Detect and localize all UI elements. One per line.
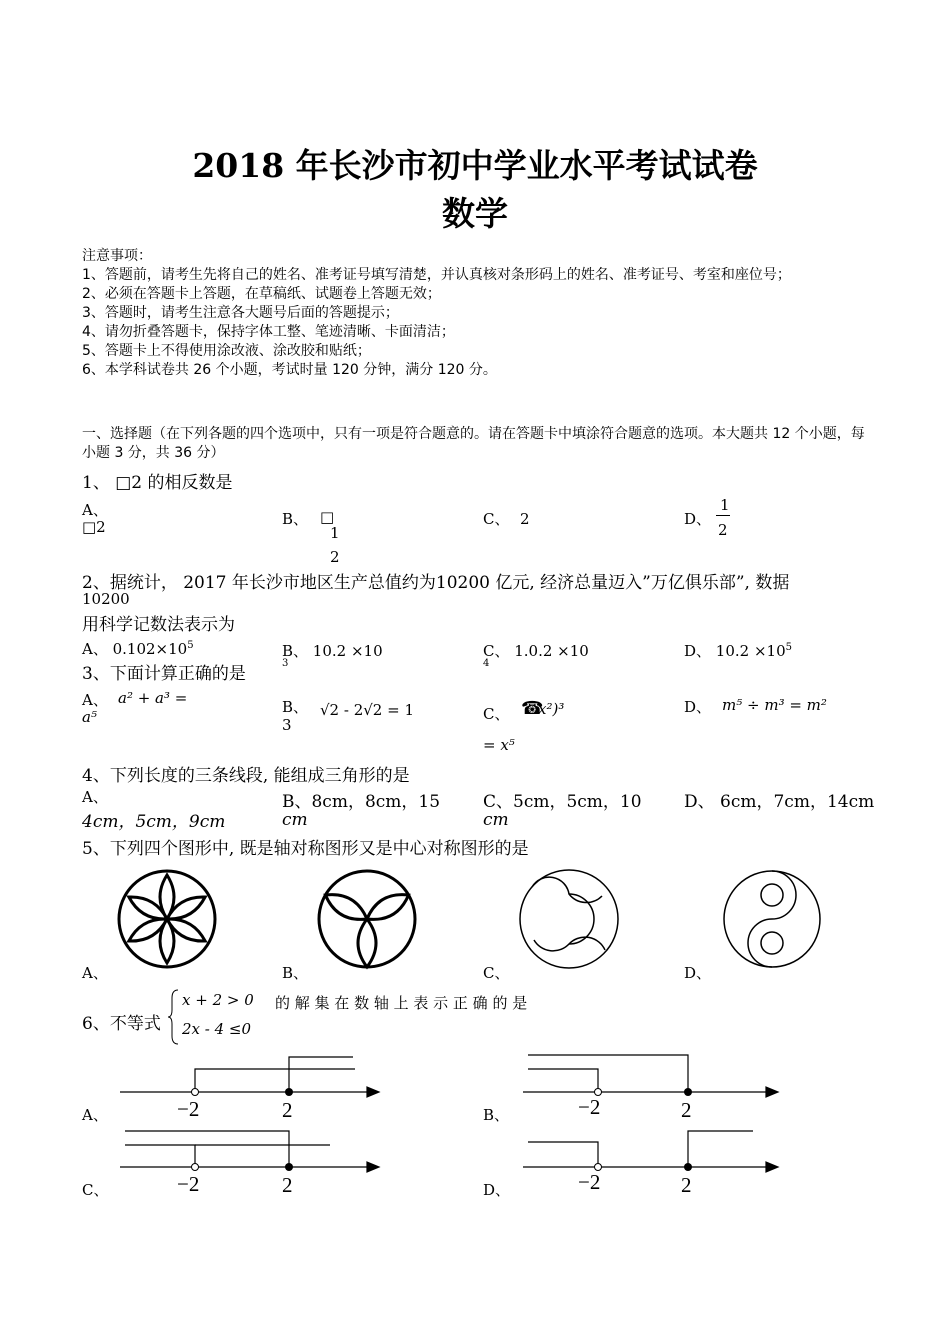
q3-option-c-expr: x²)³ bbox=[538, 700, 565, 718]
section-heading: 一、选择题（在下列各题的四个选项中，只有一项是符合题意的。请在答题卡中填涂符合题意的选项。本大题共 12 个小题，每小题 3 分，共 36 分） bbox=[82, 426, 865, 461]
q4-option-b: B、8cm，8cm，15 bbox=[282, 792, 441, 812]
q2-option-d-text: D、 10.2 ×10 bbox=[684, 642, 786, 660]
q1-option-b-label: B、 bbox=[282, 510, 309, 528]
question-2-stem-end: 用科学记数法表示为 bbox=[82, 615, 235, 635]
q4-option-a-label: A、 bbox=[82, 788, 108, 806]
tick-label-2: 2 bbox=[282, 1098, 293, 1122]
q3-option-b-extra: 3 bbox=[282, 716, 292, 734]
q3-option-a-result: a⁵ bbox=[82, 708, 97, 726]
q2-option-a-text: A、 0.102×10 bbox=[82, 640, 188, 658]
question-1-stem: 1、 □2 的相反数是 bbox=[82, 473, 233, 493]
q2-option-b: B、 10.2 ×10 bbox=[282, 642, 383, 660]
q5-option-b-label: B、 bbox=[282, 964, 309, 982]
figure-six-petal-flower bbox=[110, 866, 225, 976]
question-6-stem-suffix: 的 解 集 在 数 轴 上 表 示 正 确 的 是 bbox=[275, 994, 528, 1012]
q1-option-c-value: 2 bbox=[520, 510, 530, 528]
notes-item: 4、请勿折叠答题卡，保持字体工整、笔迹清晰、卡面清洁； bbox=[82, 324, 455, 340]
question-6-stem-prefix: 6、不等式 bbox=[82, 1014, 161, 1034]
q1-option-d-numerator: 1 bbox=[720, 496, 730, 514]
q3-option-a-label: A、 bbox=[82, 691, 108, 709]
tick-label-2: 2 bbox=[681, 1173, 692, 1197]
q3-option-c-label: C、 bbox=[483, 705, 510, 723]
number-line-b bbox=[518, 1050, 788, 1122]
q1-option-c-label: C、 bbox=[483, 510, 510, 528]
q3-option-d-label: D、 bbox=[684, 698, 712, 716]
q1-option-a-label: A、 bbox=[82, 501, 108, 519]
inequality-1: x + 2 > 0 bbox=[182, 991, 254, 1009]
question-4-stem: 4、下列长度的三条线段, 能组成三角形的是 bbox=[82, 766, 410, 786]
q4-option-c: C、5cm，5cm，10 bbox=[483, 792, 642, 812]
figure-three-petal-flower bbox=[310, 866, 425, 976]
q3-option-b-label: B、 bbox=[282, 698, 309, 716]
question-5-stem: 5、下列四个图形中, 既是轴对称图形又是中心对称图形的是 bbox=[82, 839, 529, 859]
tick-label-2: 2 bbox=[681, 1098, 692, 1122]
number-line-a bbox=[115, 1050, 390, 1122]
number-line-d bbox=[518, 1125, 788, 1197]
tick-label-neg2: −2 bbox=[578, 1095, 601, 1119]
q1-option-d-label: D、 bbox=[684, 510, 712, 528]
q4-option-b-cont: cm bbox=[282, 810, 308, 830]
q1-option-b-symbol: □ bbox=[320, 508, 335, 526]
tick-label-2: 2 bbox=[282, 1173, 293, 1197]
inequality-2: 2x - 4 ≤0 bbox=[182, 1020, 252, 1038]
q5-option-d-label: D、 bbox=[684, 964, 712, 982]
notes-item: 3、答题时，请考生注意各大题号后面的答题提示； bbox=[82, 305, 399, 321]
q6-option-c-label: C、 bbox=[82, 1181, 109, 1199]
figure-yin-yang bbox=[715, 866, 830, 976]
q6-option-a-label: A、 bbox=[82, 1106, 108, 1124]
q5-option-c-label: C、 bbox=[483, 964, 510, 982]
q2-option-c-exponent: 4 bbox=[483, 658, 490, 669]
q3-option-b-expr: √2 - 2√2 = 1 bbox=[320, 701, 414, 719]
subject-title: 数学 bbox=[442, 194, 508, 233]
tick-label-neg2: −2 bbox=[177, 1172, 200, 1196]
notes-item: 5、答题卡上不得使用涂改液、涂改胶和贴纸； bbox=[82, 343, 371, 359]
q1-option-a-value: □2 bbox=[82, 518, 106, 536]
q2-option-b-exponent: 3 bbox=[282, 658, 289, 669]
q5-option-a-label: A、 bbox=[82, 964, 108, 982]
q2-option-d bbox=[684, 640, 792, 661]
q2-option-d-exponent: 5 bbox=[785, 642, 792, 653]
q3-option-d-expr: m⁵ ÷ m³ = m² bbox=[722, 696, 827, 714]
q2-option-a-exponent: 5 bbox=[187, 640, 194, 651]
question-3-stem: 3、下面计算正确的是 bbox=[82, 664, 246, 684]
question-2-stem: 2、据统计， 2017 年长沙市地区生产总值约为10200 亿元, 经济总量迈入”万亿俱乐部”, 数据 bbox=[82, 573, 790, 593]
tick-label-neg2: −2 bbox=[578, 1170, 601, 1194]
notes-block bbox=[82, 247, 872, 380]
q6-option-b-label: B、 bbox=[483, 1106, 510, 1124]
notes-heading: 注意事项： bbox=[82, 248, 152, 264]
q4-option-d: D、 6cm，7cm，14cm bbox=[684, 792, 875, 812]
q1-option-d-denominator: 2 bbox=[718, 521, 728, 539]
question-2-number: 10200 bbox=[82, 590, 130, 608]
q4-option-c-cont: cm bbox=[483, 810, 509, 830]
q2-option-c: C、 1.0.2 ×10 bbox=[483, 642, 589, 660]
q3-option-a-expr: a² + a³ = bbox=[118, 689, 188, 707]
q1-option-b-numerator: 1 bbox=[330, 524, 340, 542]
notes-item: 1、答题前，请考生先将自己的姓名、准考证号填写清楚，并认真核对条形码上的姓名、准考证号、考室和座位号； bbox=[82, 267, 791, 283]
paper-title: 2018 年长沙市初中学业水平考试试卷 bbox=[192, 146, 758, 185]
q6-option-d-label: D、 bbox=[483, 1181, 511, 1199]
notes-item: 6、本学科试卷共 26 个小题，考试时量 120 分钟，满分 120 分。 bbox=[82, 362, 497, 378]
q3-option-c-result: = x⁵ bbox=[483, 736, 515, 754]
notes-item: 2、必须在答题卡上答题，在草稿纸、试题卷上答题无效； bbox=[82, 286, 441, 302]
number-line-c bbox=[115, 1125, 390, 1197]
q1-d-fraction-bar bbox=[716, 515, 730, 516]
tick-label-neg2: −2 bbox=[177, 1097, 200, 1121]
telephone-icon: ☎ bbox=[521, 698, 544, 719]
inequality-brace bbox=[168, 988, 180, 1046]
figure-swirl-circle bbox=[512, 866, 627, 976]
q2-option-a bbox=[82, 638, 194, 659]
q4-option-a-value: 4cm，5cm，9cm bbox=[82, 812, 226, 832]
q1-option-b-denominator: 2 bbox=[330, 548, 340, 566]
